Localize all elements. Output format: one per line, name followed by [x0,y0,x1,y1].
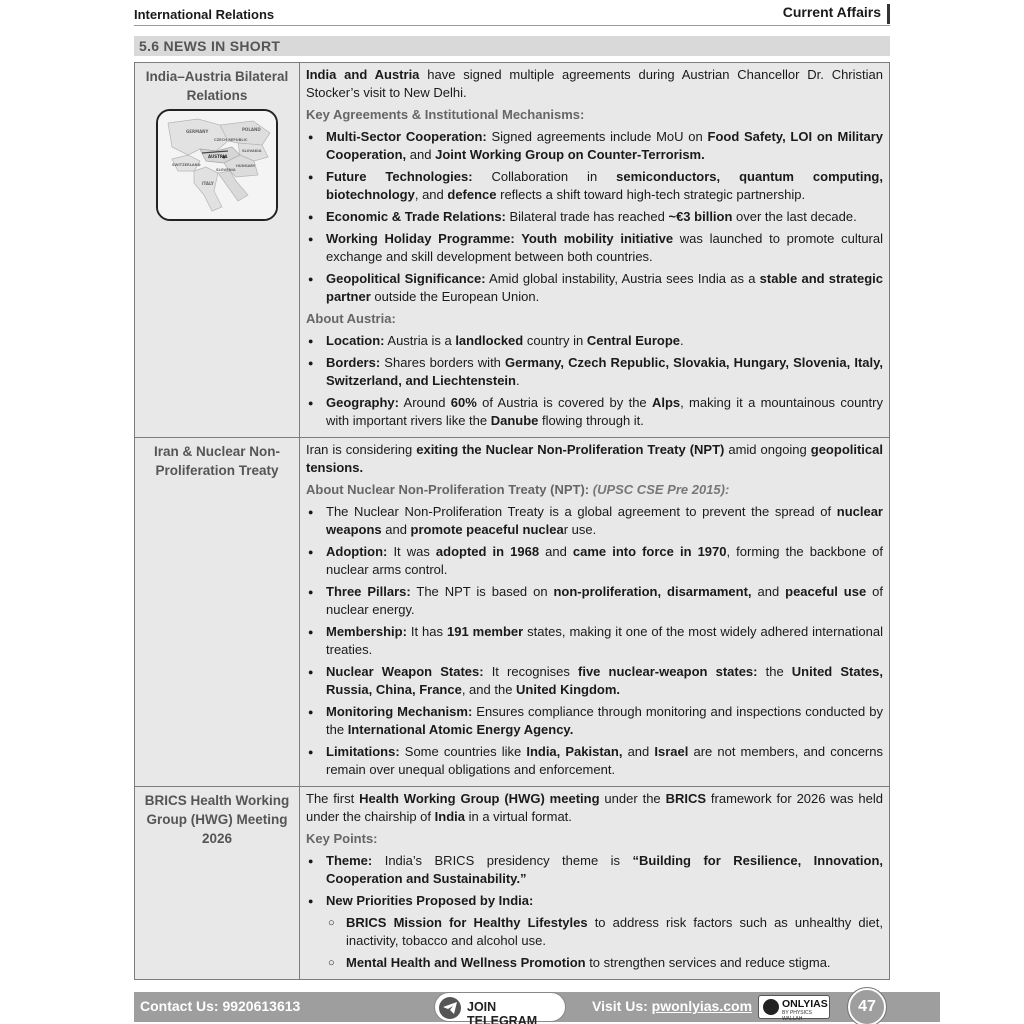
subheading-text: Key Agreements & Institutional Mechanisms: [306,107,585,122]
topic-cell [135,63,300,438]
text-run: . [515,373,520,388]
text-run: Austria is a [384,333,456,348]
bold-text: India, Pakistan, [526,744,623,759]
list-item [306,703,883,739]
bold-text: defence [447,187,497,202]
onlyias-logo [758,995,830,1022]
text-run: are not members, and concerns remain over unequal obligations and enforcement. [326,744,883,777]
text-run: Signed agreements include MoU on [486,129,708,144]
list-item [306,543,883,579]
list-item [326,954,883,972]
subheading [306,310,883,328]
map-label-czech: CZECH REPUBLIC [214,138,248,142]
header-section-name: Current Affairs [783,4,890,24]
list-item [306,623,883,659]
bullet-list [306,128,883,306]
list-item [306,583,883,619]
text-run: and [539,544,573,559]
subheading-text: About Austria: [306,311,396,326]
text-run: , making it a mountainous country with important rivers like the [326,395,883,428]
list-item [306,168,883,204]
list-item [306,663,883,699]
map-label-slovakia: SLOVAKIA [242,149,262,153]
bold-text: Health Working Group (HWG) meeting [359,791,600,806]
bold-text: non-proliferation, disarmament, [553,584,752,599]
join-telegram-label: JOIN TELEGRAM [467,1000,538,1024]
list-item [306,270,883,306]
visit-prefix: Visit Us: [592,998,652,1014]
text-run: r use. [563,522,597,537]
bold-text: Borders: [326,355,381,370]
bold-text: Nuclear Weapon States: [326,664,484,679]
bold-text: United Kingdom. [516,682,621,697]
text-run: of nuclear energy. [326,584,883,617]
news-table [134,62,890,980]
paragraph [306,441,883,477]
page-header [134,6,890,26]
bold-text: stable and strategic partner [326,271,884,304]
topic-title: Iran & Nuclear Non-Proliferation Treaty [153,444,281,478]
text-run: , and [414,187,448,202]
bold-text: Central Europe [586,333,681,348]
text-run: and [622,744,655,759]
text-run: The first [306,791,360,806]
topic-title: BRICS Health Working Group (HWG) Meeting 2026 [144,793,290,846]
map-label-hungary: HUNGARY [236,164,256,168]
text-run: Some countries like [399,744,527,759]
list-item [326,914,883,950]
bold-text: Membership: [326,624,407,639]
text-run: outside the European Union. [370,289,540,304]
logo-subtext: BY PHYSICS WALLAH [782,1010,812,1022]
table-row [135,63,890,438]
bold-text: Adoption: [326,544,388,559]
bold-text: Location: [326,333,385,348]
bold-text: Future Technologies: [326,169,473,184]
subheading [306,106,883,124]
text-run: The NPT is based on [410,584,554,599]
text-run: and [751,584,786,599]
text-run: was launched to promote cultural exchange and skill development between both countries. [326,231,883,264]
bullet-list [306,503,883,779]
bold-text: came into force in 1970 [572,544,727,559]
text-run: reflects a shift toward high-tech strategic partnership. [496,187,806,202]
bold-text: adopted in 1968 [435,544,540,559]
text-run: It recognises [483,664,578,679]
bold-text: exiting the Nuclear Non-Proliferation Treaty (NPT) [416,442,725,457]
logo-text: ONLYIAS [782,998,828,1010]
text-run: Iran is considering [306,442,417,457]
text-run: It has [406,624,447,639]
bold-text: BRICS [665,791,707,806]
paragraph [306,66,883,102]
bold-text: Alps [651,395,681,410]
bold-text: 60% [450,395,477,410]
text-run: country in [523,333,587,348]
text-run: Around [398,395,451,410]
text-run: to address risk factors such as unhealthy diet, inactivity, tobacco and alcohol use. [346,915,883,948]
bold-text: Geography: [326,395,399,410]
text-run: the [757,664,792,679]
topic-title: India–Austria Bilateral Relations [145,69,289,103]
list-item [306,503,883,539]
page-number: 47 [848,988,886,1024]
bold-text: landlocked [455,333,524,348]
bold-text: “Building for Resilience, Innovation, Cooperation and Sustainability.” [326,853,883,886]
text-run: Ensures compliance through monitoring and inspections conducted by the [326,704,883,737]
list-item [306,128,883,164]
section-title: 5.6 NEWS IN SHORT [134,36,890,56]
text-run: It was [387,544,436,559]
footer-contact: Contact Us: 9920613613 [140,998,301,1014]
text-run: to strengthen services and reduce stigma. [585,955,831,970]
text-run: states, making it one of the most widely adhered international treaties. [326,624,883,657]
map-label-italy: ITALY [202,181,214,186]
map-label-germany: GERMANY [186,129,209,134]
list-item [306,332,883,350]
text-run: over the last decade. [732,209,857,224]
bold-text: five nuclear-weapon states: [578,664,758,679]
text-run: have signed multiple agreements during Austrian Chancellor Dr. Christian Stocker’s visit to New Delhi. [306,67,883,100]
list-item [306,852,883,888]
bold-text: United States, Russia, China, France [326,664,883,697]
text-run: India’s BRICS presidency theme is [372,853,633,868]
text-run: , forming the backbone of nuclear arms control. [326,544,884,577]
text-run: The Nuclear Non-Proliferation Treaty is a global agreement to prevent the spread of [326,504,837,519]
bold-text: semiconductors, quantum computing, biotechnology [326,169,883,202]
list-item [306,892,883,910]
text-run: in a virtual format. [464,809,572,824]
austria-map-image [156,109,278,221]
subheading-text: About Nuclear Non-Proliferation Treaty (NPT): [306,482,590,497]
bold-text: Geopolitical Significance: [326,271,486,286]
bold-text: nuclear weapons [326,504,883,537]
subheading [306,481,883,499]
list-item [306,394,883,430]
bold-text: Germany, Czech Republic, Slovakia, Hungary, Slovenia, Italy, Switzerland, and Liechtenstein [326,355,883,388]
bold-text: Danube [490,413,539,428]
map-label-switzerland: SWITZERLAND [172,163,201,167]
list-item [306,208,883,226]
logo-mark-icon [763,999,779,1015]
bullet-list [306,852,883,910]
content-cell [300,787,890,980]
bold-text: Multi-Sector Cooperation: [326,129,487,144]
bold-text: Monitoring Mechanism: [326,704,473,719]
header-chapter-title: International Relations [134,7,275,22]
sub-bullet-list [306,914,883,972]
text-run: and [406,147,436,162]
text-run: . [680,333,684,348]
bold-text: Food Safety, LOI on Military Cooperation, [326,129,883,162]
text-run: , and the [461,682,517,697]
bold-text: India and Austria [306,67,420,82]
join-telegram-button[interactable] [434,992,566,1022]
bold-text: Joint Working Group on Counter-Terrorism. [435,147,705,162]
footer-visit [592,998,752,1014]
text-run: Collaboration in [472,169,617,184]
text-run: under the [599,791,666,806]
content-cell [300,63,890,438]
bold-text: peaceful use [785,584,867,599]
bullet-list [306,332,883,430]
exam-citation: (UPSC CSE Pre 2015): [589,482,730,497]
bold-text: Theme: [326,853,373,868]
map-label-poland: POLAND [242,127,261,132]
website-link[interactable]: pwonlyias.com [651,998,753,1014]
bold-text: 191 member [446,624,524,639]
bold-text: New Priorities Proposed by India: [326,893,534,908]
text-run: and [381,522,411,537]
bold-text: Economic & Trade Relations: [326,209,506,224]
bold-text: Working Holiday Programme: Youth mobility initiative [326,231,674,246]
list-item [306,354,883,390]
map-label-austria: AUSTRIA [208,154,228,159]
bold-text: geopolitical tensions. [306,442,883,475]
text-run: Amid global instability, Austria sees India as a [485,271,760,286]
text-run: amid ongoing [724,442,811,457]
topic-cell [135,787,300,980]
bold-text: India [434,809,465,824]
text-run: framework for 2026 was held under the chairship of [306,791,883,824]
table-row [135,787,890,980]
list-item [306,230,883,266]
text-run: of Austria is covered by the [476,395,652,410]
bold-text: ~€3 billion [668,209,733,224]
list-item [306,743,883,779]
telegram-icon [439,997,461,1019]
bold-text: Limitations: [326,744,400,759]
subheading-text: Key Points: [306,831,378,846]
content-cell [300,438,890,787]
map-graphic [158,111,276,219]
bold-text: Three Pillars: [326,584,411,599]
bold-text: promote peaceful nuclea [410,522,564,537]
text-run: Shares borders with [380,355,506,370]
page-footer [134,992,940,1022]
text-run: Bilateral trade has reached [505,209,669,224]
map-label-slovenia: SLOVENIA [216,168,236,172]
paragraph [306,790,883,826]
topic-cell [135,438,300,787]
bold-text: Israel [654,744,689,759]
subheading [306,830,883,848]
table-row [135,438,890,787]
bold-text: International Atomic Energy Agency. [347,722,574,737]
bold-text: Mental Health and Wellness Promotion [346,955,586,970]
text-run: flowing through it. [538,413,644,428]
bold-text: BRICS Mission for Healthy Lifestyles [346,915,588,930]
